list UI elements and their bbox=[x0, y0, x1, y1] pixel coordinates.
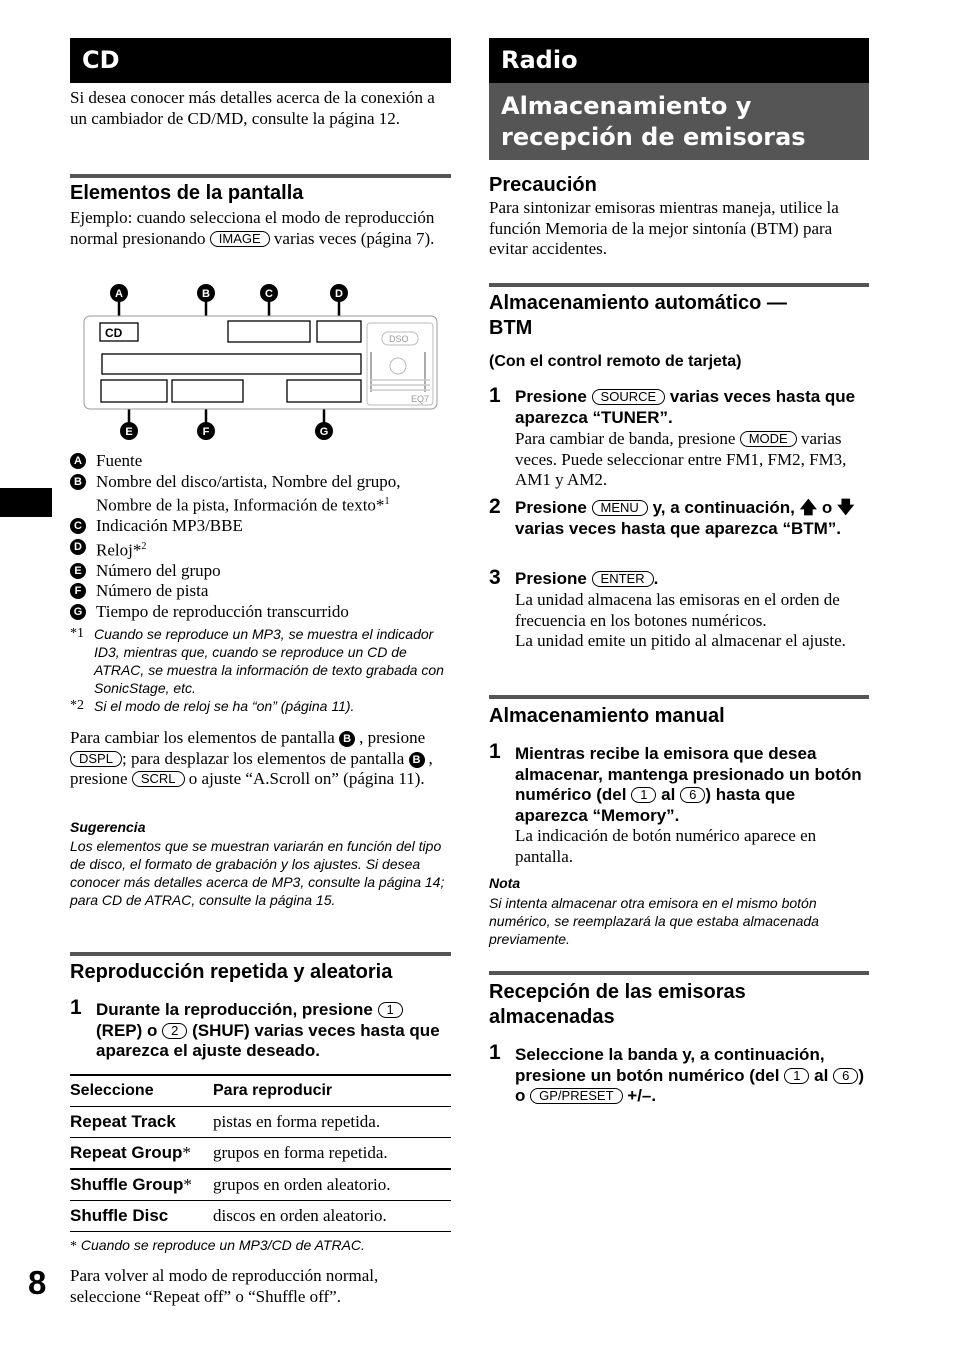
footnote bbox=[70, 697, 451, 715]
image-key: IMAGE bbox=[210, 231, 270, 247]
step-number: 1 bbox=[489, 1041, 501, 1064]
table-row: Shuffle Disc discos en orden aleatorio. bbox=[70, 1201, 451, 1232]
auto-step-3: Presione ENTER . bbox=[515, 569, 659, 588]
display-items-list bbox=[70, 451, 451, 622]
callout-b-inline: B bbox=[339, 731, 355, 747]
divider bbox=[489, 283, 869, 287]
callout-a-label: A bbox=[115, 288, 123, 300]
footnote-text: Cuando se reproduce un MP3, se muestra el indicador ID3, mientras que, cuando se reproduce un CD de ATRAC, se muestra la información de texto grabada con SonicStage, etc. bbox=[94, 626, 444, 696]
gp-preset-key: GP/PRESET bbox=[530, 1088, 622, 1104]
remote-note: (Con el control remoto de tarjeta) bbox=[489, 353, 742, 370]
display-item-text: Nombre del disco/artista, Nombre del grupo, Nombre de la pista, Información de texto*$^1$ bbox=[96, 471, 401, 515]
display-item bbox=[70, 581, 451, 602]
source-key: SOURCE bbox=[592, 389, 666, 405]
divider bbox=[489, 971, 869, 975]
tip-title: Sugerencia bbox=[70, 819, 146, 835]
callout-b-label: B bbox=[202, 288, 210, 300]
radio-subtitle: Almacenamiento y recepción de emisoras bbox=[489, 83, 869, 160]
callout-e-label: E bbox=[125, 426, 133, 438]
step-number: 1 bbox=[489, 384, 501, 407]
manual-step-1-desc: La indicación de botón numérico aparece en pantalla. bbox=[515, 826, 817, 866]
dso-label: DSO bbox=[389, 334, 409, 344]
display-item-text: Fuente bbox=[96, 451, 143, 470]
note-text: Si intenta almacenar otra emisora en el mismo botón numérico, se reemplazará la que estaba almacenada previamente. bbox=[489, 895, 819, 947]
key-2: 2 bbox=[162, 1023, 187, 1039]
manual-store-heading: Almacenamiento manual bbox=[489, 705, 725, 727]
cd-intro: Si desea conocer más detalles acerca de la conexión a un cambiador de CD/MD, consulte la página 12. bbox=[70, 88, 435, 128]
callout-letter: B bbox=[70, 474, 86, 490]
step-number: 1 bbox=[70, 996, 82, 1019]
key-6: 6 bbox=[680, 787, 705, 803]
divider bbox=[70, 952, 451, 956]
caution-text: Para sintonizar emisoras mientras maneja, utilice la función Memoria de la mejor sintonía (BTM) para evitar accidentes. bbox=[489, 198, 839, 258]
callout-letter: E bbox=[70, 563, 86, 579]
menu-key: MENU bbox=[592, 500, 648, 516]
scrl-key: SCRL bbox=[132, 771, 185, 787]
auto-step-3-desc: La unidad almacena las emisoras en el orden de frecuencia en los botones numéricos. La unidad emite un pitido al almacenar el ajuste. bbox=[515, 590, 846, 650]
display-item-text: Tiempo de reproducción transcurrido bbox=[96, 601, 349, 621]
repeat-closing: Para volver al modo de reproducción normal, seleccione “Repeat off” o “Shuffle off”. bbox=[70, 1266, 379, 1306]
auto-step-1: Presione SOURCE varias veces hasta que aparezca “TUNER”. bbox=[515, 387, 856, 427]
callout-c-label: C bbox=[265, 288, 273, 300]
caution-title: Precaución bbox=[489, 174, 597, 196]
footnote bbox=[70, 625, 451, 697]
table-row: Shuffle Group* grupos en orden aleatorio. bbox=[70, 1169, 451, 1201]
enter-key: ENTER bbox=[592, 571, 654, 587]
table-row: Repeat Group* grupos en forma repetida. bbox=[70, 1138, 451, 1170]
eq-label: EQ7 bbox=[411, 394, 430, 404]
display-heading: Elementos de la pantalla bbox=[70, 182, 304, 204]
display-intro: Ejemplo: cuando selecciona el modo de reproducción normal presionando IMAGE varias veces (página 7). bbox=[70, 208, 435, 248]
play-mode-table bbox=[70, 1074, 451, 1232]
display-item bbox=[70, 451, 451, 472]
callout-letter: D bbox=[70, 539, 86, 555]
step-number: 3 bbox=[489, 566, 501, 589]
auto-step-2: Presione MENU y, a continuación, 🡅 o 🡇 varias veces hasta que aparezca “BTM”. bbox=[515, 498, 855, 538]
key-1: 1 bbox=[631, 787, 656, 803]
display-item-text: Reloj*$^2$ bbox=[96, 540, 147, 560]
display-item-text: Número del grupo bbox=[96, 560, 221, 580]
repeat-step-1: Durante la reproducción, presione 1 (REP) o 2 (SHUF) varias veces hasta que aparezca el ajuste deseado. bbox=[96, 1000, 440, 1060]
page-number: 8 bbox=[28, 1264, 47, 1301]
display-item bbox=[70, 516, 451, 537]
key-6: 6 bbox=[833, 1068, 858, 1084]
callout-d-label: D bbox=[335, 288, 343, 300]
key-1: 1 bbox=[784, 1068, 809, 1084]
mode-key: MODE bbox=[740, 431, 797, 447]
callout-f-label: F bbox=[202, 426, 210, 438]
down-arrow-icon: 🡇 bbox=[836, 498, 855, 517]
divider bbox=[489, 695, 869, 699]
table-header: Seleccione bbox=[70, 1075, 213, 1107]
callout-g-label: G bbox=[319, 426, 329, 438]
repeat-heading: Reproducción repetida y aleatoria bbox=[70, 961, 393, 983]
display-item bbox=[70, 561, 451, 582]
cd-section-title: CD bbox=[70, 38, 451, 83]
table-row: Repeat Track pistas en forma repetida. bbox=[70, 1107, 451, 1138]
section-tab-marker bbox=[0, 488, 52, 517]
auto-store-heading: Almacenamiento automático — BTM bbox=[489, 292, 787, 339]
cd-indicator-label: CD bbox=[105, 326, 123, 340]
step-number: 2 bbox=[489, 495, 501, 518]
display-diagram bbox=[80, 282, 450, 444]
display-item bbox=[70, 472, 451, 517]
display-item-text: Indicación MP3/BBE bbox=[96, 516, 243, 536]
callout-b-inline-2: B bbox=[409, 752, 425, 768]
key-1: 1 bbox=[378, 1002, 403, 1018]
tip-text: Los elementos que se muestran variarán en función del tipo de disco, el formato de grabación y los ajustes. Si desea conocer más detalles acerca de MP3, consulte la página 14; para CD de ATRAC, consulte la página 15. bbox=[70, 838, 445, 908]
radio-section-title: Radio bbox=[489, 38, 869, 83]
divider bbox=[70, 174, 451, 178]
table-footnote: * Cuando se reproduce un MP3/CD de ATRAC. bbox=[70, 1237, 365, 1254]
display-footnotes bbox=[70, 625, 451, 715]
callout-letter: G bbox=[70, 604, 86, 620]
auto-step-1-desc: Para cambiar de banda, presione MODE varias veces. Puede seleccionar entre FM1, FM2, FM3, AM1 y AM2. bbox=[515, 429, 847, 489]
display-item bbox=[70, 602, 451, 623]
receive-step-1: Seleccione la banda y, a continuación, presione un botón numérico (del 1 al 6 ) o GP/PRESET +/–. bbox=[515, 1045, 864, 1105]
display-item-text: Número de pista bbox=[96, 581, 209, 601]
footnote-text: Si el modo de reloj se ha “on” (página 11). bbox=[94, 698, 355, 714]
callout-letter: A bbox=[70, 453, 86, 469]
footnote-mark: *2 bbox=[70, 698, 84, 713]
display-change-text: Para cambiar los elementos de pantalla B , presione DSPL ; para desplazar los elementos de pantalla B , presione SCRL o ajuste “A.Scroll on” (página 11). bbox=[70, 728, 433, 788]
display-item bbox=[70, 537, 451, 561]
note-title: Nota bbox=[489, 875, 521, 891]
manual-step-1: Mientras recibe la emisora que desea almacenar, mantenga presionado un botón numérico (del 1 al 6 ) hasta que aparezca “Memory”. bbox=[515, 744, 862, 825]
footnote-mark: *1 bbox=[70, 626, 84, 641]
up-arrow-icon: 🡅 bbox=[799, 498, 818, 517]
callout-letter: F bbox=[70, 583, 86, 599]
table-header: Para reproducir bbox=[213, 1075, 451, 1107]
dspl-key: DSPL bbox=[70, 751, 122, 767]
step-number: 1 bbox=[489, 740, 501, 763]
receive-heading: Recepción de las emisoras almacenadas bbox=[489, 981, 746, 1028]
callout-letter: C bbox=[70, 518, 86, 534]
